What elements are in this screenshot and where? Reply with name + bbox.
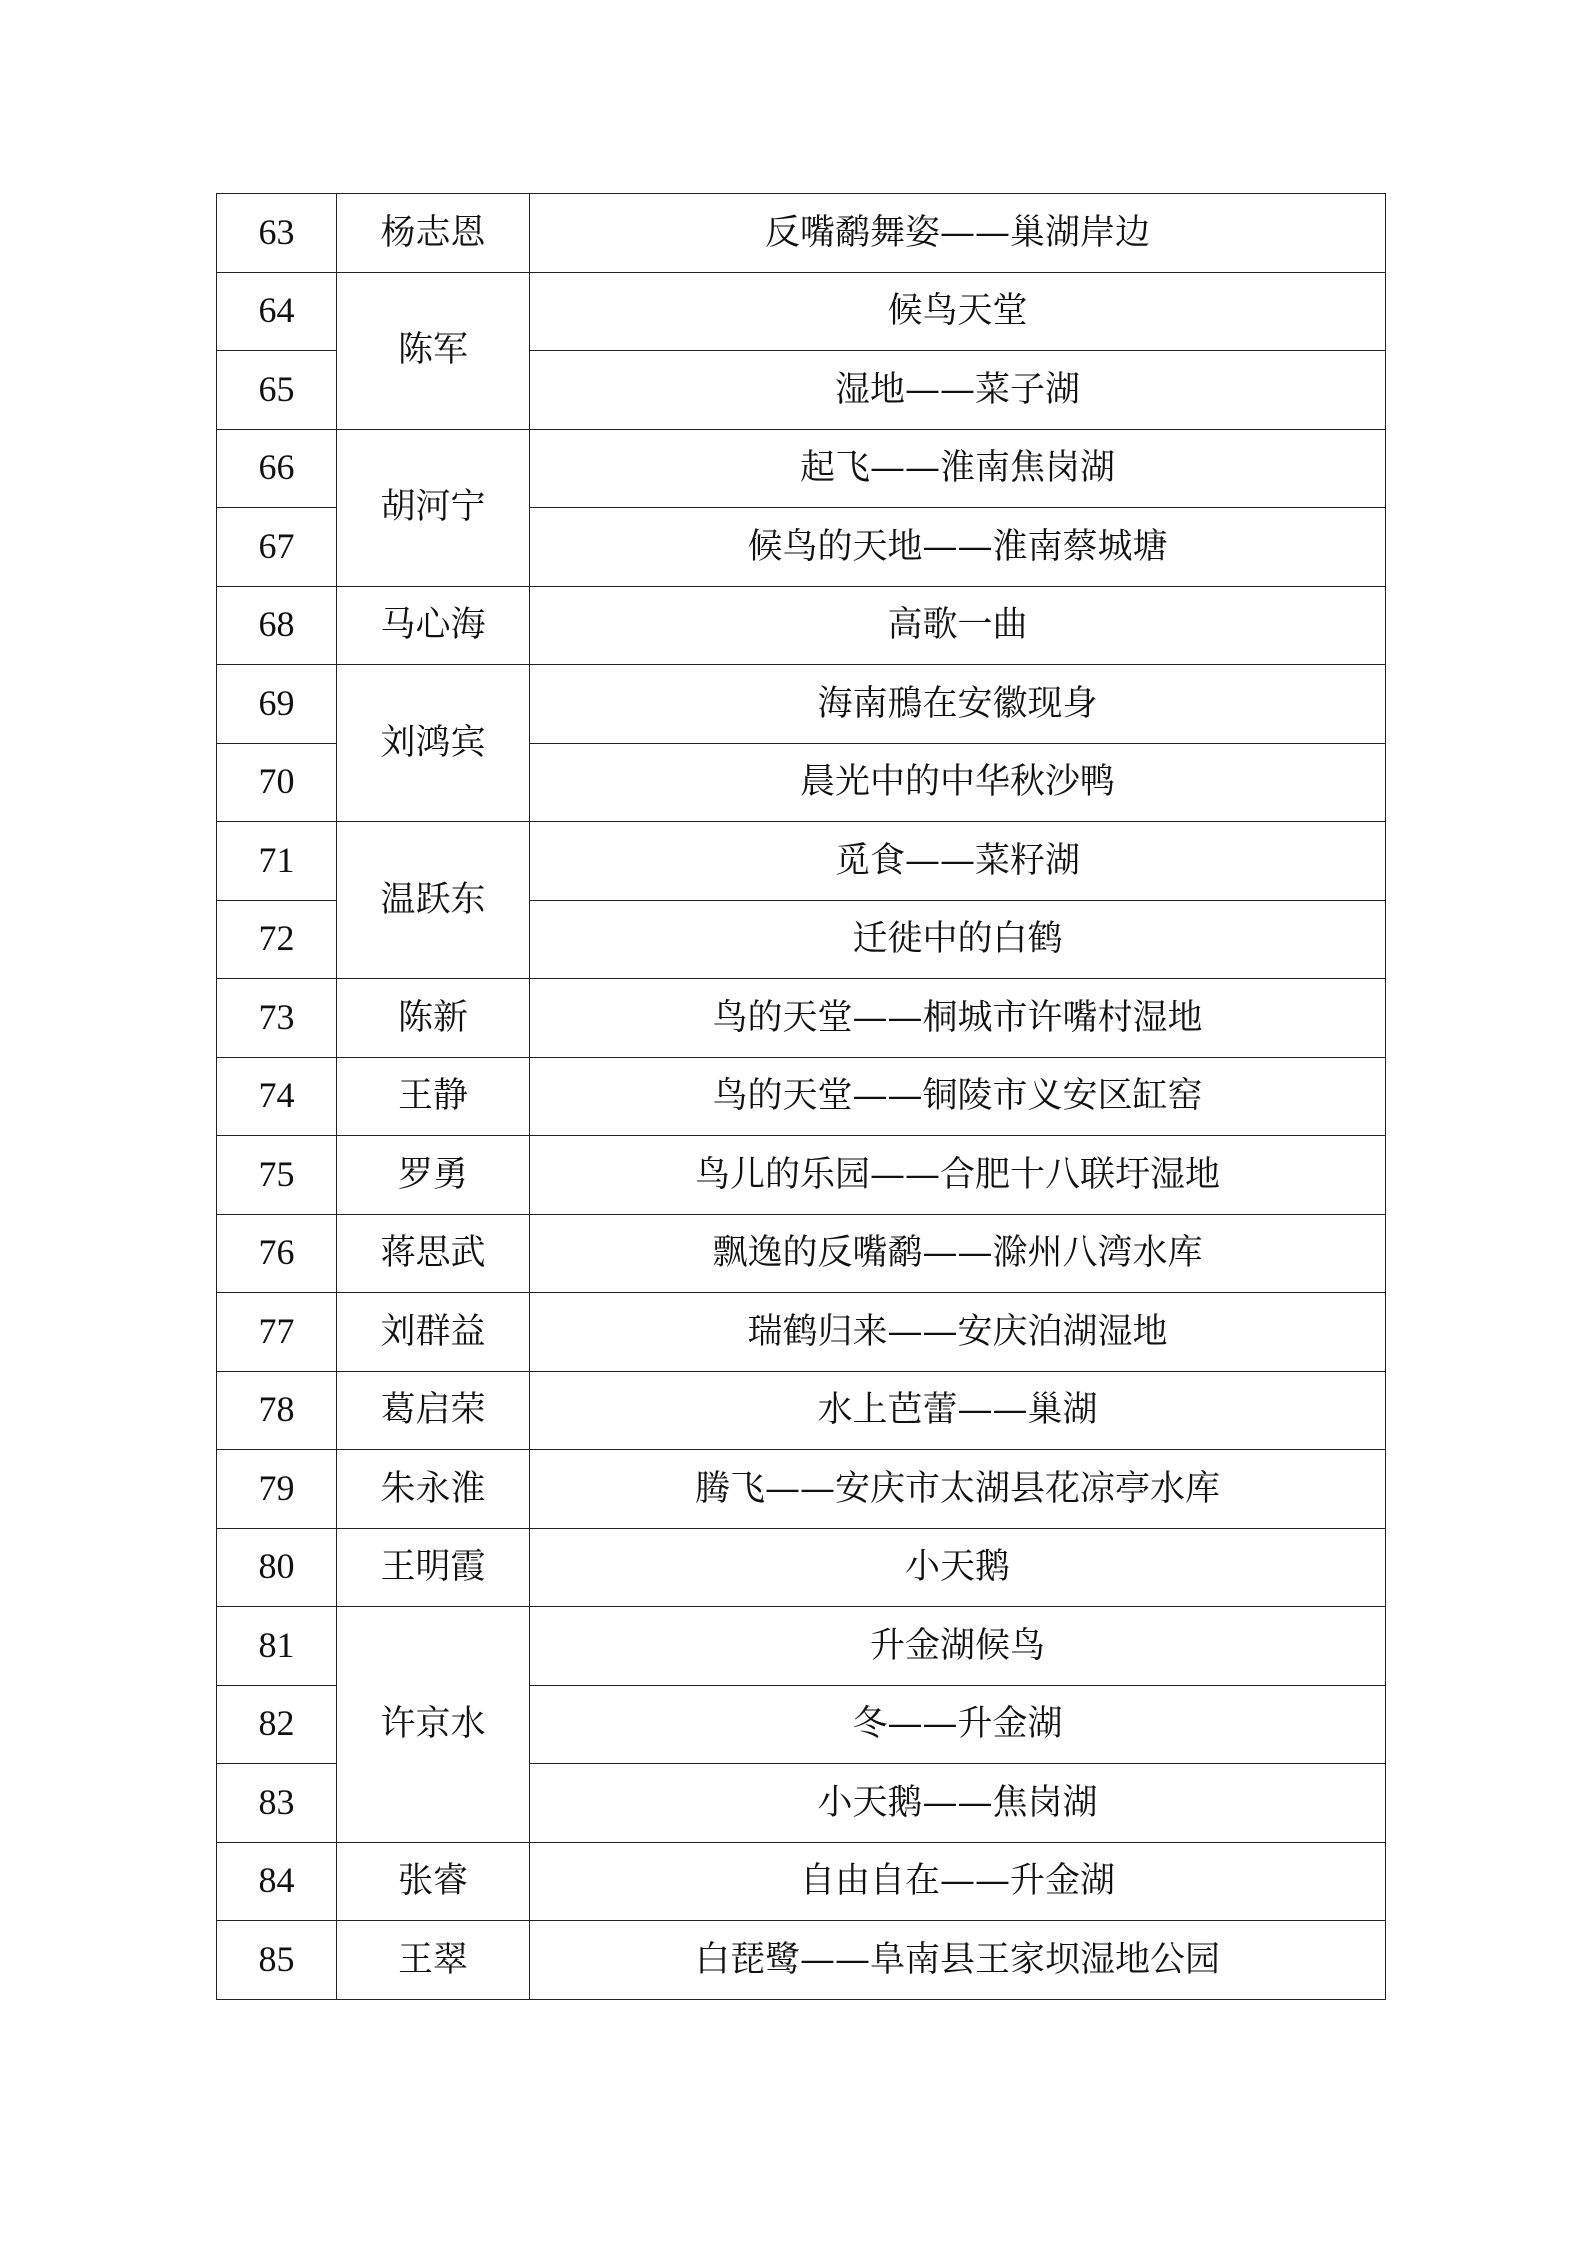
table-row bbox=[217, 979, 1386, 1058]
work-title: 鸟的天堂——桐城市许嘴村湿地 bbox=[530, 979, 1386, 1058]
award-list-table bbox=[216, 193, 1386, 2000]
entry-number: 73 bbox=[217, 979, 337, 1058]
work-title: 候鸟天堂 bbox=[530, 272, 1386, 351]
author-name: 许京水 bbox=[337, 1607, 530, 1843]
table-row bbox=[217, 1136, 1386, 1215]
author-name: 杨志恩 bbox=[337, 194, 530, 273]
entry-number: 67 bbox=[217, 508, 337, 587]
work-title: 鸟的天堂——铜陵市义安区缸窑 bbox=[530, 1057, 1386, 1136]
entry-number: 71 bbox=[217, 822, 337, 901]
work-title: 腾飞——安庆市太湖县花凉亭水库 bbox=[530, 1450, 1386, 1529]
work-title: 湿地——菜子湖 bbox=[530, 351, 1386, 430]
work-title: 反嘴鹬舞姿——巢湖岸边 bbox=[530, 194, 1386, 273]
table-row bbox=[217, 665, 1386, 744]
work-title: 自由自在——升金湖 bbox=[530, 1842, 1386, 1921]
entry-number: 76 bbox=[217, 1214, 337, 1293]
work-title: 晨光中的中华秋沙鸭 bbox=[530, 743, 1386, 822]
work-title: 小天鹅——焦岗湖 bbox=[530, 1764, 1386, 1843]
entry-number: 85 bbox=[217, 1921, 337, 2000]
entry-number: 69 bbox=[217, 665, 337, 744]
entry-number: 63 bbox=[217, 194, 337, 273]
table-body bbox=[217, 194, 1386, 2000]
work-title: 瑞鹤归来——安庆泊湖湿地 bbox=[530, 1293, 1386, 1372]
table-row bbox=[217, 1842, 1386, 1921]
work-title: 迁徙中的白鹤 bbox=[530, 900, 1386, 979]
author-name: 刘鸿宾 bbox=[337, 665, 530, 822]
author-name: 王明霞 bbox=[337, 1528, 530, 1607]
author-name: 蒋思武 bbox=[337, 1214, 530, 1293]
author-name: 罗勇 bbox=[337, 1136, 530, 1215]
work-title: 小天鹅 bbox=[530, 1528, 1386, 1607]
table-row bbox=[217, 1528, 1386, 1607]
table-row bbox=[217, 1214, 1386, 1293]
author-name: 陈新 bbox=[337, 979, 530, 1058]
table-row bbox=[217, 272, 1386, 351]
author-name: 陈军 bbox=[337, 272, 530, 429]
work-title: 水上芭蕾——巢湖 bbox=[530, 1371, 1386, 1450]
table-row bbox=[217, 1057, 1386, 1136]
author-name: 王翠 bbox=[337, 1921, 530, 2000]
author-name: 朱永淮 bbox=[337, 1450, 530, 1529]
table-row bbox=[217, 1450, 1386, 1529]
table-row bbox=[217, 1371, 1386, 1450]
work-title: 起飞——淮南焦岗湖 bbox=[530, 429, 1386, 508]
author-name: 胡河宁 bbox=[337, 429, 530, 586]
entry-number: 80 bbox=[217, 1528, 337, 1607]
entry-number: 81 bbox=[217, 1607, 337, 1686]
entry-number: 79 bbox=[217, 1450, 337, 1529]
entry-number: 74 bbox=[217, 1057, 337, 1136]
work-title: 海南鳽在安徽现身 bbox=[530, 665, 1386, 744]
entry-number: 84 bbox=[217, 1842, 337, 1921]
entry-number: 70 bbox=[217, 743, 337, 822]
author-name: 温跃东 bbox=[337, 822, 530, 979]
work-title: 冬——升金湖 bbox=[530, 1685, 1386, 1764]
table-row bbox=[217, 586, 1386, 665]
work-title: 高歌一曲 bbox=[530, 586, 1386, 665]
entry-number: 68 bbox=[217, 586, 337, 665]
table-row bbox=[217, 1293, 1386, 1372]
entry-number: 65 bbox=[217, 351, 337, 430]
work-title: 飘逸的反嘴鹬——滁州八湾水库 bbox=[530, 1214, 1386, 1293]
table-row bbox=[217, 822, 1386, 901]
work-title: 白琵鹭——阜南县王家坝湿地公园 bbox=[530, 1921, 1386, 2000]
entry-number: 64 bbox=[217, 272, 337, 351]
entry-number: 77 bbox=[217, 1293, 337, 1372]
table-row bbox=[217, 1921, 1386, 2000]
work-title: 升金湖候鸟 bbox=[530, 1607, 1386, 1686]
table-row bbox=[217, 194, 1386, 273]
table-row bbox=[217, 1607, 1386, 1686]
work-title: 鸟儿的乐园——合肥十八联圩湿地 bbox=[530, 1136, 1386, 1215]
entry-number: 66 bbox=[217, 429, 337, 508]
author-name: 张睿 bbox=[337, 1842, 530, 1921]
entry-number: 78 bbox=[217, 1371, 337, 1450]
author-name: 葛启荣 bbox=[337, 1371, 530, 1450]
author-name: 马心海 bbox=[337, 586, 530, 665]
entry-number: 83 bbox=[217, 1764, 337, 1843]
entry-number: 75 bbox=[217, 1136, 337, 1215]
author-name: 刘群益 bbox=[337, 1293, 530, 1372]
table-row bbox=[217, 429, 1386, 508]
entry-number: 72 bbox=[217, 900, 337, 979]
work-title: 觅食——菜籽湖 bbox=[530, 822, 1386, 901]
entry-number: 82 bbox=[217, 1685, 337, 1764]
author-name: 王静 bbox=[337, 1057, 530, 1136]
work-title: 候鸟的天地——淮南蔡城塘 bbox=[530, 508, 1386, 587]
